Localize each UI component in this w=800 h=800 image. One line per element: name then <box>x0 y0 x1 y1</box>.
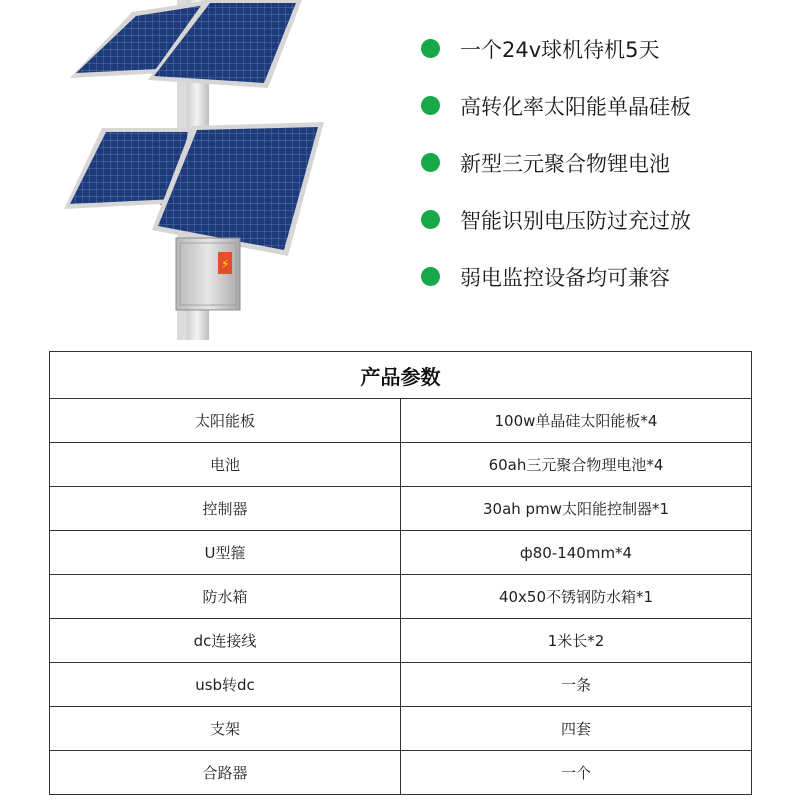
table-row <box>50 531 752 575</box>
spec-label: 太阳能板 <box>50 399 401 443</box>
feature-item <box>418 248 788 305</box>
spec-value: 60ah三元聚合物理电池*4 <box>401 443 752 487</box>
bullet-icon <box>421 39 440 58</box>
spec-value: 30ah pmw太阳能控制器*1 <box>401 487 752 531</box>
feature-item <box>418 20 788 77</box>
bullet-icon <box>421 210 440 229</box>
feature-item <box>418 191 788 248</box>
spec-label: U型箍 <box>50 531 401 575</box>
bullet-icon <box>421 153 440 172</box>
spec-label: dc连接线 <box>50 619 401 663</box>
feature-text: 弱电监控设备均可兼容 <box>460 265 670 290</box>
table-row <box>50 619 752 663</box>
table-row <box>50 751 752 795</box>
spec-label: 合路器 <box>50 751 401 795</box>
bullet-icon <box>421 96 440 115</box>
spec-label: 电池 <box>50 443 401 487</box>
spec-value: 1米长*2 <box>401 619 752 663</box>
table-title: 产品参数 <box>50 352 752 399</box>
spec-value: 四套 <box>401 707 752 751</box>
table-row <box>50 575 752 619</box>
table-row <box>50 663 752 707</box>
spec-value: 100w单晶硅太阳能板*4 <box>401 399 752 443</box>
table-row <box>50 707 752 751</box>
spec-label: 防水箱 <box>50 575 401 619</box>
spec-value: 一条 <box>401 663 752 707</box>
table-row <box>50 399 752 443</box>
feature-text: 新型三元聚合物锂电池 <box>460 151 670 176</box>
feature-list <box>418 20 788 305</box>
battery-box <box>176 238 240 310</box>
spec-label: 支架 <box>50 707 401 751</box>
feature-item <box>418 134 788 191</box>
warning-icon: ⚡ <box>221 257 230 271</box>
table-row <box>50 487 752 531</box>
bullet-icon <box>421 267 440 286</box>
feature-text: 智能识别电压防过充过放 <box>460 208 691 233</box>
spec-value: 40x50不锈钢防水箱*1 <box>401 575 752 619</box>
table-row <box>50 443 752 487</box>
spec-label: usb转dc <box>50 663 401 707</box>
solar-panel-product-image <box>40 0 370 340</box>
spec-table <box>49 351 752 795</box>
table-title-row <box>50 352 752 399</box>
feature-item <box>418 77 788 134</box>
feature-text: 一个24v球机待机5天 <box>460 37 660 62</box>
spec-value: ф80-140mm*4 <box>401 531 752 575</box>
feature-text: 高转化率太阳能单晶硅板 <box>460 94 691 119</box>
spec-value: 一个 <box>401 751 752 795</box>
spec-label: 控制器 <box>50 487 401 531</box>
